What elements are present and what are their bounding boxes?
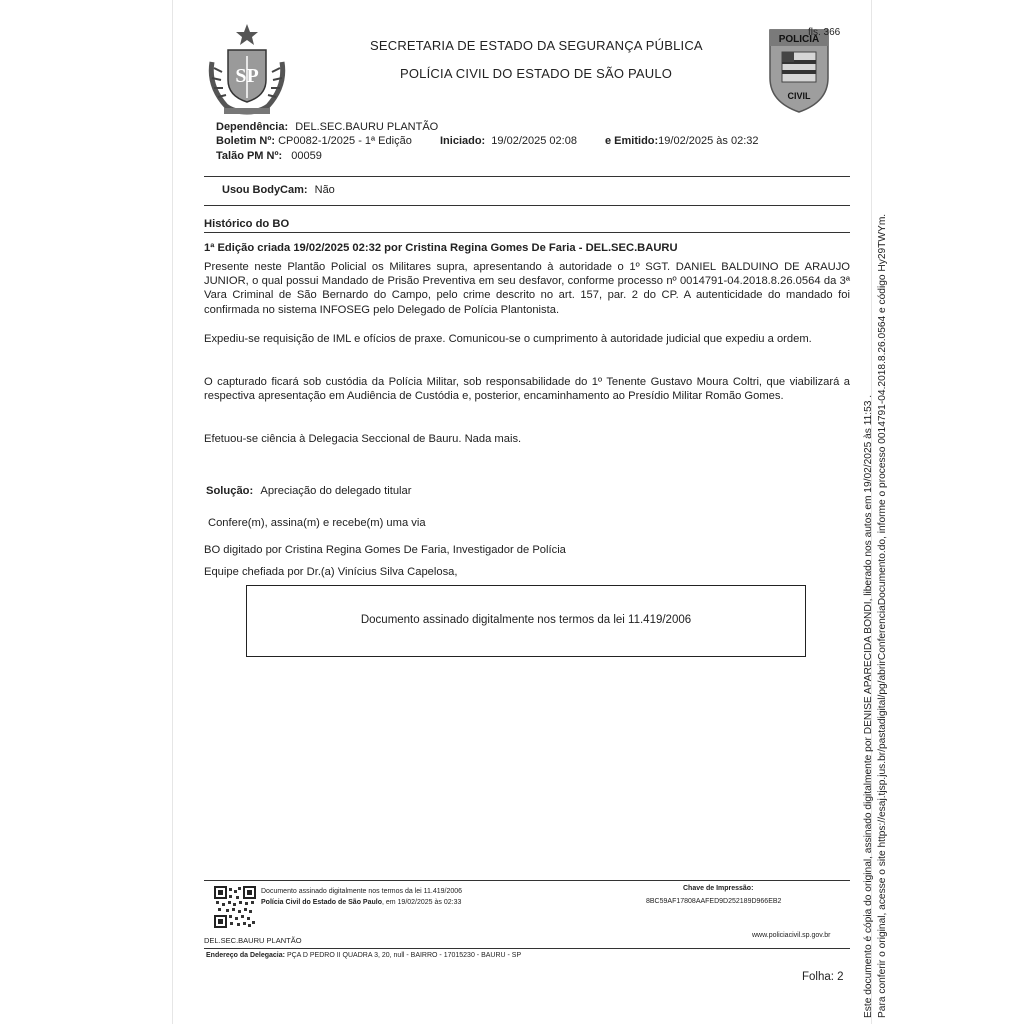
iniciado-label: Iniciado: — [440, 135, 486, 147]
confere-line: Confere(m), assina(m) e recebe(m) uma via — [208, 517, 426, 529]
solucao-value: Apreciação do delegado titular — [260, 485, 412, 497]
boletim-line — [216, 135, 412, 147]
bodycam-line — [222, 184, 335, 196]
bodycam-value: Não — [314, 184, 335, 196]
footer-dependencia: DEL.SEC.BAURU PLANTÃO — [204, 936, 302, 945]
emitido-field — [605, 135, 758, 147]
footer-issuer — [261, 899, 461, 906]
dependencia-value: DEL.SEC.BAURU PLANTÃO — [295, 121, 439, 133]
signature-box — [246, 585, 806, 657]
historico-paragraph: Efetuou-se ciência à Delegacia Seccional de Bauru. Nada mais. — [204, 433, 522, 445]
emitido-value: 19/02/2025 às 02:32 — [658, 135, 759, 147]
historico-title: Histórico do BO — [204, 218, 290, 230]
divider-line — [204, 205, 850, 206]
folha-number: Folha: 2 — [802, 971, 844, 983]
sp-coat-of-arms-emblem — [204, 22, 290, 118]
qr-code-icon — [214, 886, 256, 928]
equipe-line: Equipe chefiada por Dr.(a) Vinícius Silva Capelosa, — [204, 566, 458, 578]
dependencia-line — [216, 121, 438, 133]
talao-label: Talão PM Nº: — [216, 150, 283, 162]
historico-paragraph: O capturado ficará sob custódia da Polícia Militar, sob responsabilidade do 1º Tenente Gustavo Moura Coltri, que viabilizará a respectiva apresentação em Audiência de Custódia e, posterior, encaminhamento ao Presídio Militar Romão Gomes. — [204, 376, 850, 403]
footer-address — [206, 952, 521, 959]
iniciado-field — [440, 135, 577, 147]
boletim-label: Boletim Nº: — [216, 135, 276, 147]
footer-signed-notice: Documento assinado digitalmente nos termos da lei 11.419/2006 — [261, 888, 463, 895]
secretaria-heading: SECRETARIA DE ESTADO DA SEGURANÇA PÚBLICA — [370, 38, 703, 53]
digitado-line: BO digitado por Cristina Regina Gomes De Faria, Investigador de Polícia — [204, 544, 566, 556]
endereco-value: PÇA D PEDRO II QUADRA 3, 20, null - BAIRRO - 17015230 - BAURU - SP — [286, 952, 522, 959]
footer-website-link[interactable]: www.policiacivil.sp.gov.br — [752, 932, 831, 939]
chave-label: Chave de Impressão: — [683, 885, 754, 892]
endereco-label: Endereço da Delegacia: — [206, 952, 285, 959]
footer-issuer-name: Polícia Civil do Estado de São Paulo — [261, 899, 382, 906]
page-number-stamp: fls. 366 — [808, 27, 841, 38]
edition-line: 1ª Edição criada 19/02/2025 02:32 por Cristina Regina Gomes De Faria - DEL.SEC.BAURU — [204, 242, 678, 254]
historico-paragraph: Expediu-se requisição de IML e ofícios de praxe. Comunicou-se o cumprimento à autoridade judicial que expediu a ordem. — [204, 333, 812, 345]
historico-paragraph: Presente neste Plantão Policial os Militares supra, apresentando à autoridade o 1º SGT. DANIEL BALDUINO DE ARAUJO JUNIOR, o qual possui Mandado de Prisão Preventiva em seu desfavor, conforme processo nº 0014791-04.2018.8.26.0564 da 3ª Vara Criminal de São Bernardo do Campo, pelo crime descrito no art. 157, par. 2 do CP. A autenticidade do mandado foi confirmada no sistema INFOSEG pelo Delegado de Polícia Plantonista. — [204, 261, 850, 316]
chave-value: 8BC59AF17808AAFED9D252189D966EB2 — [646, 898, 782, 905]
divider-line — [204, 880, 850, 881]
bodycam-label: Usou BodyCam: — [222, 184, 308, 196]
side-note-copy-notice: Este documento é cópia do original, assinado digitalmente por DENISE APARECIDA BONDI, liberado nos autos em 19/02/2025 às 11:53 . — [863, 394, 874, 1018]
boletim-value: CP0082-1/2025 - 1ª Edição — [278, 135, 412, 147]
iniciado-value: 19/02/2025 02:08 — [491, 135, 577, 147]
solucao-line — [206, 485, 412, 497]
divider-line — [204, 232, 850, 233]
side-note-verification: Para conferir o original, acesse o site https://esaj.tjsp.jus.br/pastadigital/pg/abrirConferenciaDocumento.do, informe o processo 0014791-04.2018.8.26.0564 e código Hy29TWYm. — [877, 213, 888, 1018]
divider-line — [204, 948, 850, 949]
svg-text:SP: SP — [235, 65, 259, 87]
svg-text:CIVIL: CIVIL — [787, 91, 811, 101]
dependencia-label: Dependência: — [216, 121, 289, 133]
policia-civil-heading: POLÍCIA CIVIL DO ESTADO DE SÃO PAULO — [400, 66, 673, 81]
talao-line — [216, 150, 322, 162]
emitido-label: e Emitido: — [605, 135, 659, 147]
divider-line — [204, 176, 850, 177]
svg-text:POLICIA: POLICIA — [778, 34, 820, 45]
signature-box-text: Documento assinado digitalmente nos termos da lei 11.419/2006 — [360, 614, 692, 626]
talao-value: 00059 — [291, 150, 322, 162]
solucao-label: Solução: — [206, 485, 254, 497]
footer-issuer-date: , em 19/02/2025 às 02:33 — [381, 899, 462, 906]
